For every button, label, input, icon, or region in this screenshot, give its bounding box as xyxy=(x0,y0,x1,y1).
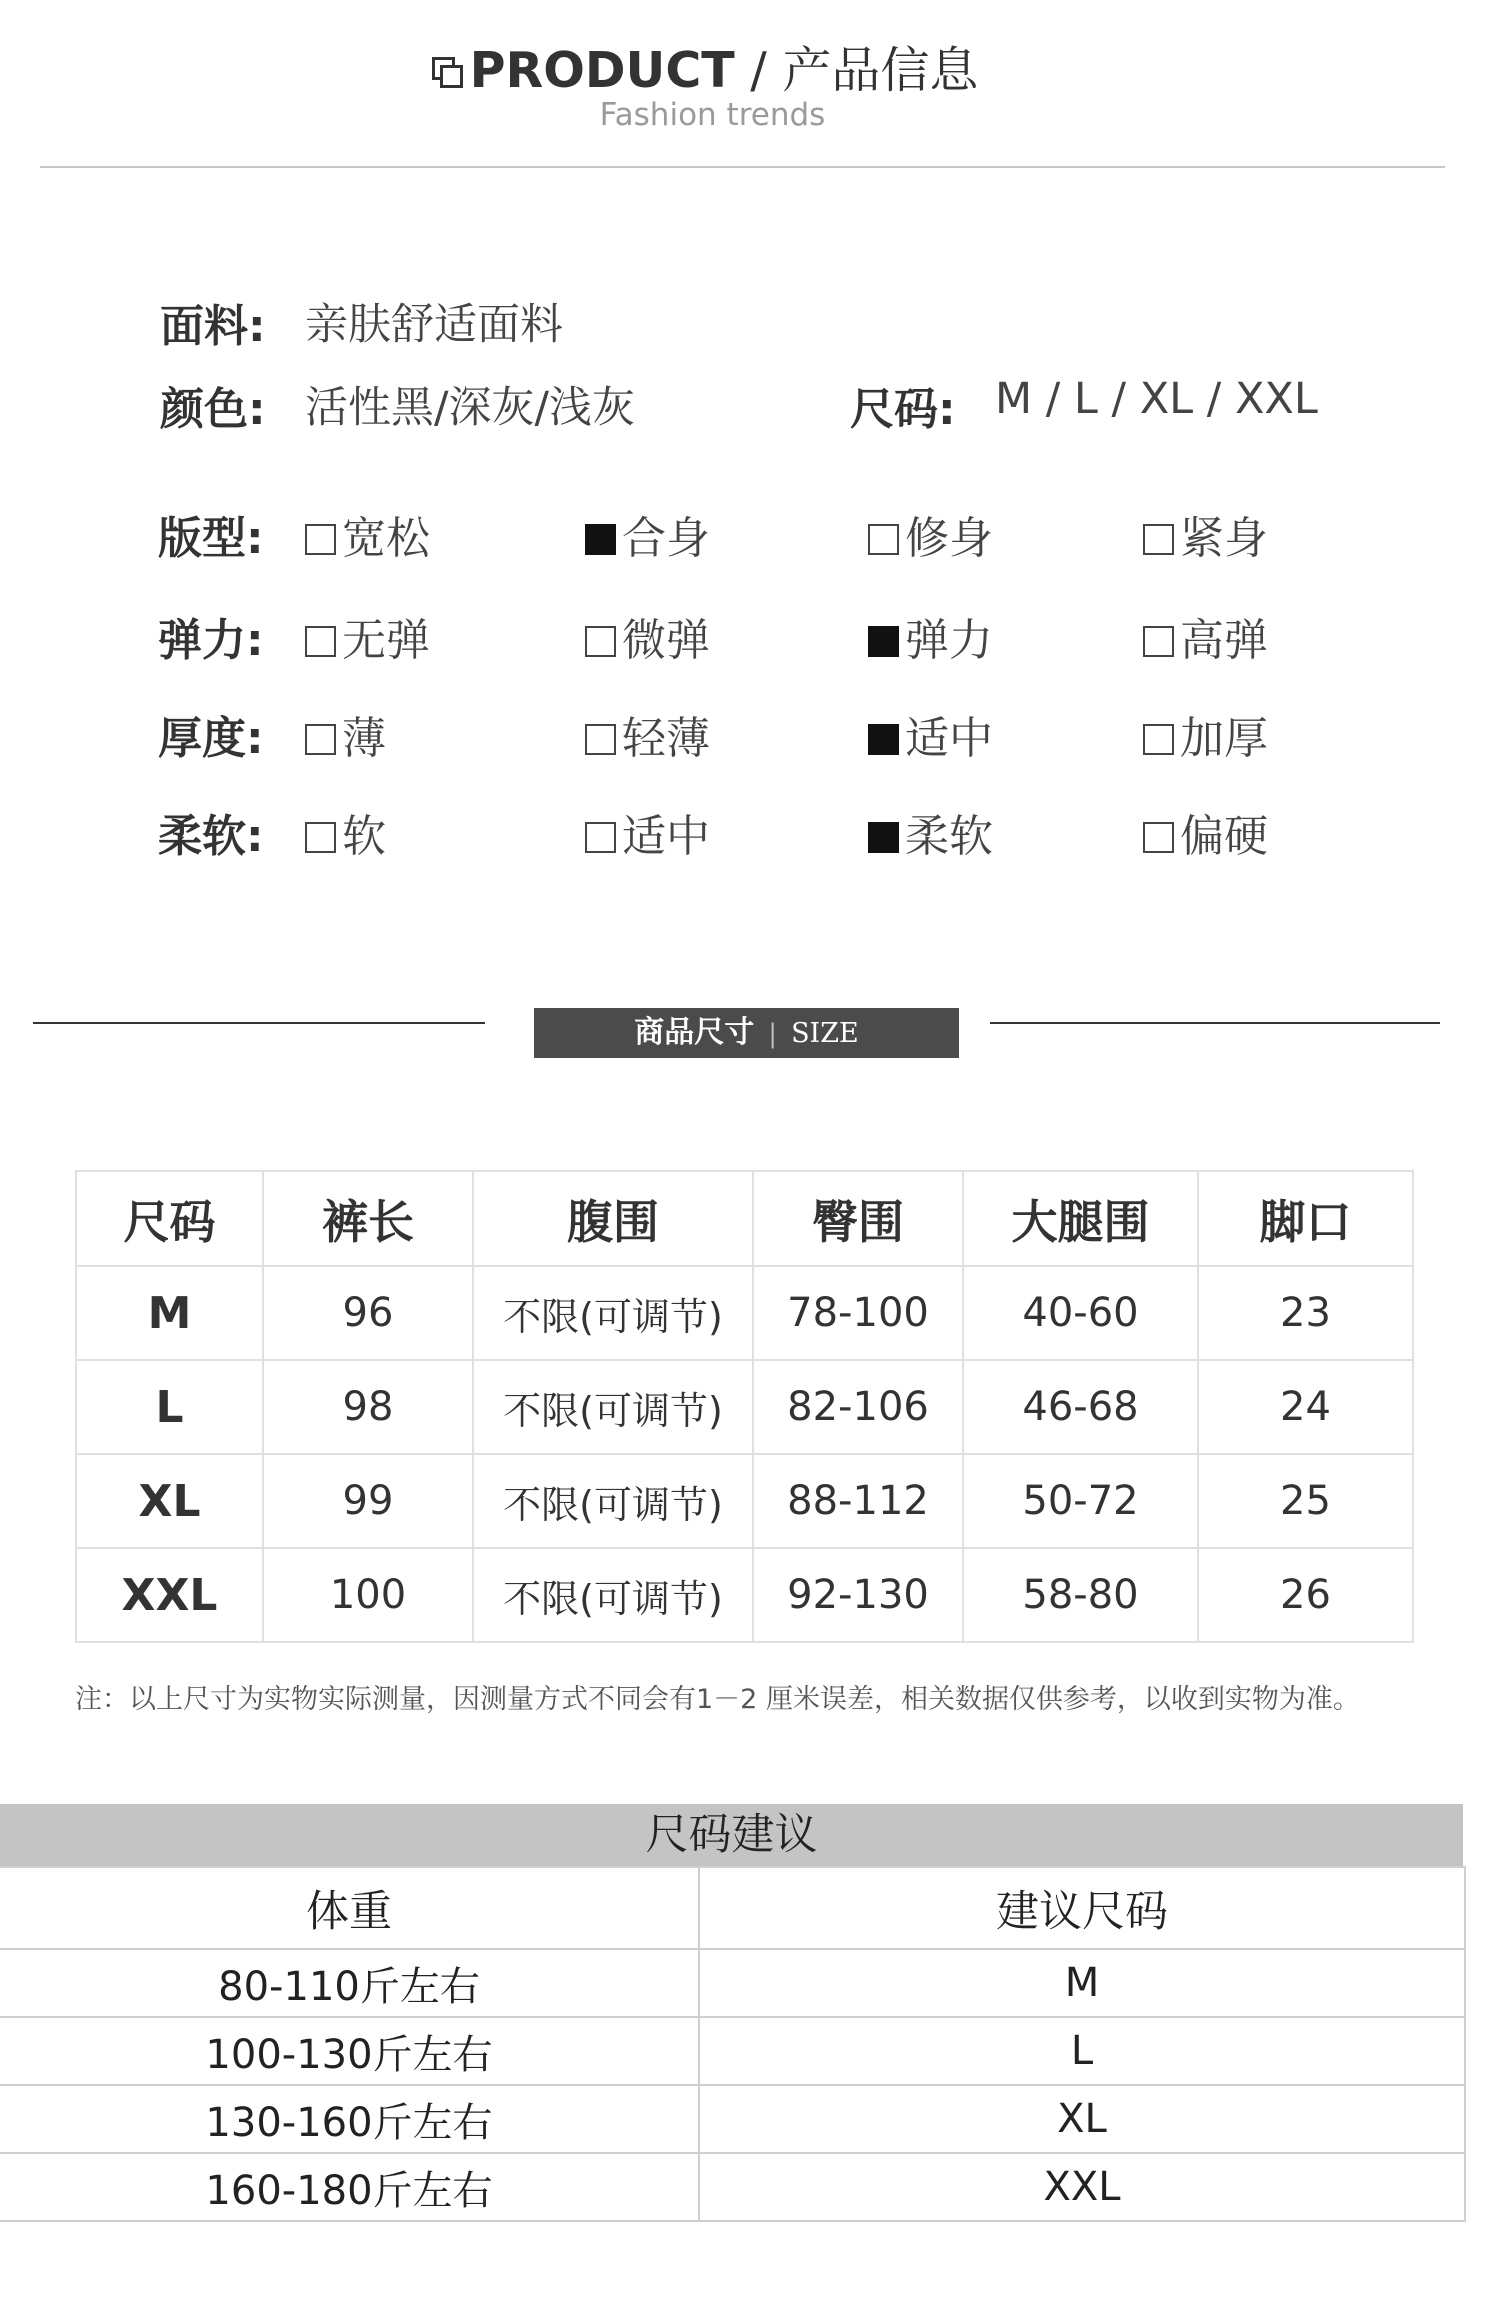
cell-thigh: 46-68 xyxy=(963,1360,1198,1454)
table-row xyxy=(0,2153,1465,2221)
option-label: 加厚 xyxy=(1180,713,1268,764)
unchecked-box-icon xyxy=(1143,724,1174,755)
option-label: 修身 xyxy=(905,513,993,564)
table-row xyxy=(0,2017,1465,2085)
thickness-label: 厚度: xyxy=(158,713,264,764)
color-label: 颜色: xyxy=(160,384,266,435)
table-row xyxy=(76,1266,1413,1360)
table-row xyxy=(76,1454,1413,1548)
cell-waist: 不限(可调节) xyxy=(473,1266,753,1360)
thickness-option[interactable] xyxy=(868,702,993,766)
checked-box-icon xyxy=(868,822,899,853)
softness-option[interactable] xyxy=(868,800,993,864)
title-en: PRODUCT xyxy=(469,42,735,99)
size-value: M / L / XL / XXL xyxy=(995,374,1318,424)
checked-box-icon xyxy=(585,524,616,555)
unchecked-box-icon xyxy=(305,626,336,657)
cell-suggested-size: XXL xyxy=(699,2153,1465,2221)
option-label: 柔软 xyxy=(905,811,993,862)
unchecked-box-icon xyxy=(1143,822,1174,853)
size-banner-en: SIZE xyxy=(791,1018,859,1049)
cell-weight: 130-160斤左右 xyxy=(0,2085,699,2153)
title-separator: / xyxy=(734,42,783,99)
fit-option[interactable] xyxy=(1143,502,1268,566)
thickness-option[interactable] xyxy=(305,702,386,766)
checked-box-icon xyxy=(868,724,899,755)
cell-size: XXL xyxy=(76,1548,263,1642)
softness-option[interactable] xyxy=(585,800,710,864)
checked-box-icon xyxy=(868,626,899,657)
size-banner-separator: | xyxy=(768,1019,778,1049)
header-waist: 腹围 xyxy=(473,1171,753,1266)
cell-hip: 88-112 xyxy=(753,1454,963,1548)
cell-suggested-size: L xyxy=(699,2017,1465,2085)
cell-weight: 100-130斤左右 xyxy=(0,2017,699,2085)
cell-hem: 25 xyxy=(1198,1454,1413,1548)
cell-length: 100 xyxy=(263,1548,473,1642)
option-label: 紧身 xyxy=(1180,513,1268,564)
unchecked-box-icon xyxy=(305,822,336,853)
table-row xyxy=(0,1949,1465,2017)
fit-label: 版型: xyxy=(158,513,264,564)
table-row xyxy=(76,1548,1413,1642)
cell-hem: 23 xyxy=(1198,1266,1413,1360)
elasticity-label: 弹力: xyxy=(158,615,264,666)
cell-weight: 160-180斤左右 xyxy=(0,2153,699,2221)
fabric-value: 亲肤舒适面料 xyxy=(305,300,563,350)
cell-length: 98 xyxy=(263,1360,473,1454)
header-divider xyxy=(40,166,1445,168)
option-label: 合身 xyxy=(622,513,710,564)
option-label: 轻薄 xyxy=(622,713,710,764)
unchecked-box-icon xyxy=(305,524,336,555)
page-subtitle: Fashion trends xyxy=(599,97,826,133)
cell-length: 96 xyxy=(263,1266,473,1360)
thickness-option[interactable] xyxy=(585,702,710,766)
table-row xyxy=(76,1360,1413,1454)
unchecked-box-icon xyxy=(585,822,616,853)
option-label: 适中 xyxy=(622,811,710,862)
header-weight: 体重 xyxy=(0,1867,699,1949)
option-label: 偏硬 xyxy=(1180,811,1268,862)
copy-icon xyxy=(432,57,460,85)
unchecked-box-icon xyxy=(305,724,336,755)
header-hip: 臀围 xyxy=(753,1171,963,1266)
cell-size: XL xyxy=(76,1454,263,1548)
size-table-header-row xyxy=(76,1171,1413,1266)
softness-option[interactable] xyxy=(1143,800,1268,864)
banner-line-left xyxy=(33,1022,485,1024)
unchecked-box-icon xyxy=(868,524,899,555)
cell-waist: 不限(可调节) xyxy=(473,1548,753,1642)
cell-size: L xyxy=(76,1360,263,1454)
header-thigh: 大腿围 xyxy=(963,1171,1198,1266)
cell-length: 99 xyxy=(263,1454,473,1548)
cell-thigh: 50-72 xyxy=(963,1454,1198,1548)
header-size: 尺码 xyxy=(76,1171,263,1266)
thickness-option[interactable] xyxy=(1143,702,1268,766)
header-suggested-size: 建议尺码 xyxy=(699,1867,1465,1949)
cell-thigh: 58-80 xyxy=(963,1548,1198,1642)
unchecked-box-icon xyxy=(1143,626,1174,657)
header-hem: 脚口 xyxy=(1198,1171,1413,1266)
fabric-label: 面料: xyxy=(160,301,266,352)
cell-waist: 不限(可调节) xyxy=(473,1454,753,1548)
page-title xyxy=(0,32,1410,102)
cell-size: M xyxy=(76,1266,263,1360)
cell-waist: 不限(可调节) xyxy=(473,1360,753,1454)
softness-label: 柔软: xyxy=(158,811,264,862)
option-label: 适中 xyxy=(905,713,993,764)
unchecked-box-icon xyxy=(585,626,616,657)
cell-hem: 24 xyxy=(1198,1360,1413,1454)
size-table xyxy=(75,1170,1414,1643)
elasticity-option[interactable] xyxy=(868,604,993,668)
recommendation-title: 尺码建议 xyxy=(0,1804,1463,1866)
option-label: 软 xyxy=(342,811,386,862)
measurement-note: 注：以上尺寸为实物实际测量，因测量方式不同会有1－2 厘米误差，相关数据仅供参考，以收到实物为准。 xyxy=(75,1684,1360,1715)
option-label: 宽松 xyxy=(342,513,430,564)
title-zh: 产品信息 xyxy=(782,42,979,99)
recommendation-table xyxy=(0,1866,1466,2222)
elasticity-option[interactable] xyxy=(1143,604,1268,668)
recommendation-header-row xyxy=(0,1867,1465,1949)
unchecked-box-icon xyxy=(585,724,616,755)
fit-option[interactable] xyxy=(868,502,993,566)
table-row xyxy=(0,2085,1465,2153)
header-length: 裤长 xyxy=(263,1171,473,1266)
elasticity-option[interactable] xyxy=(305,604,430,668)
fit-option[interactable] xyxy=(305,502,430,566)
option-label: 微弹 xyxy=(622,615,710,666)
size-banner xyxy=(534,1008,959,1058)
size-label: 尺码: xyxy=(850,384,956,435)
size-banner-zh: 商品尺寸 xyxy=(634,1015,755,1050)
option-label: 薄 xyxy=(342,713,386,764)
cell-hip: 82-106 xyxy=(753,1360,963,1454)
option-label: 弹力 xyxy=(905,615,993,666)
cell-suggested-size: M xyxy=(699,1949,1465,2017)
cell-thigh: 40-60 xyxy=(963,1266,1198,1360)
option-label: 高弹 xyxy=(1180,615,1268,666)
option-label: 无弹 xyxy=(342,615,430,666)
cell-hip: 92-130 xyxy=(753,1548,963,1642)
cell-suggested-size: XL xyxy=(699,2085,1465,2153)
softness-option[interactable] xyxy=(305,800,386,864)
cell-hip: 78-100 xyxy=(753,1266,963,1360)
unchecked-box-icon xyxy=(1143,524,1174,555)
banner-line-right xyxy=(990,1022,1440,1024)
elasticity-option[interactable] xyxy=(585,604,710,668)
cell-weight: 80-110斤左右 xyxy=(0,1949,699,2017)
color-value: 活性黑/深灰/浅灰 xyxy=(305,383,635,433)
cell-hem: 26 xyxy=(1198,1548,1413,1642)
fit-option[interactable] xyxy=(585,502,710,566)
